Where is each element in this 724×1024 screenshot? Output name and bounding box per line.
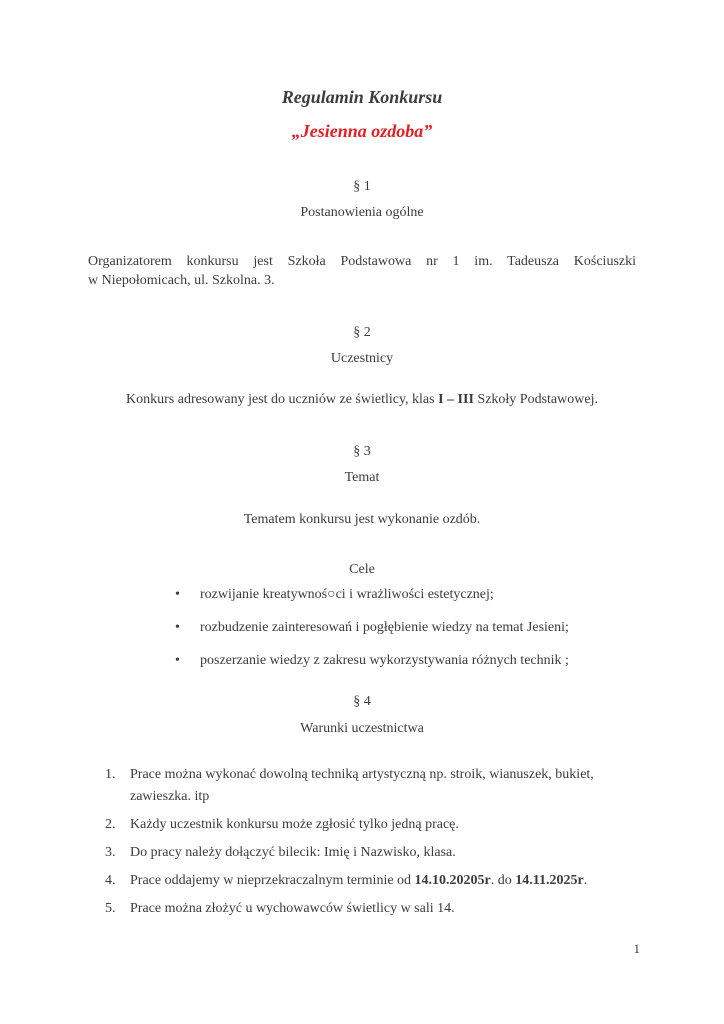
deadline-text: Prace oddajemy w nieprzekraczalnym terminie od bbox=[130, 873, 415, 888]
goal-item-text: poszerzanie wiedzy z zakresu wykorzystywania różnych technik ; bbox=[200, 653, 569, 668]
goal-item bbox=[88, 585, 636, 604]
section-2-body-text: Konkurs adresowany jest do uczniów ze świetlicy, klas bbox=[126, 392, 439, 407]
section-2-body-bold: I – III bbox=[438, 392, 474, 407]
list-item-number: 2. bbox=[105, 817, 116, 832]
list-item bbox=[88, 814, 636, 836]
bullet-icon: • bbox=[175, 653, 180, 668]
bullet-icon: • bbox=[175, 620, 180, 635]
list-item-number: 5. bbox=[105, 901, 116, 916]
list-item-number: 3. bbox=[105, 845, 116, 860]
section-1-heading: Postanowienia ogólne bbox=[300, 205, 424, 220]
bullet-icon: • bbox=[175, 587, 180, 602]
goal-item-text: rozwijanie kreatywnoś○ci i wrażliwości estetycznej; bbox=[200, 587, 494, 602]
goal-item-text: rozbudzenie zainteresowań i pogłębienie wiedzy na temat Jesieni; bbox=[200, 620, 569, 635]
page-number: 1 bbox=[633, 941, 640, 956]
section-2-body bbox=[88, 390, 636, 409]
list-item bbox=[88, 870, 636, 892]
goal-item bbox=[88, 618, 636, 637]
list-item-text: Prace można wykonać dowolną techniką artystyczną np. stroik, wianuszek, bukiet, bbox=[130, 767, 594, 782]
list-item-number: 4. bbox=[105, 873, 116, 888]
section-3-heading: Temat bbox=[344, 470, 380, 485]
section-1-body-line-1: Organizatorem konkursu jest Szkoła Podstawowa nr 1 im. Tadeusza Kościuszki bbox=[88, 254, 636, 269]
list-item bbox=[88, 842, 636, 864]
list-item bbox=[88, 898, 636, 920]
list-item-text: Każdy uczestnik konkursu może zgłosić tylko jedną pracę. bbox=[130, 817, 459, 832]
section-2-marker: § 2 bbox=[353, 325, 371, 340]
section-4-marker: § 4 bbox=[353, 694, 371, 709]
deadline-start-date: 14.10.20205r bbox=[414, 873, 491, 888]
deadline-end-date: 14.11.2025r bbox=[515, 873, 584, 888]
list-item bbox=[88, 764, 636, 808]
goals-list bbox=[88, 585, 636, 670]
conditions-list bbox=[88, 764, 636, 920]
section-4-heading: Warunki uczestnictwa bbox=[300, 721, 424, 736]
document-subtitle: „Jesienna ozdoba” bbox=[291, 121, 433, 141]
document-title: Regulamin Konkursu bbox=[281, 87, 443, 107]
list-item-text: Do pracy należy dołączyć bilecik: Imię i Nazwisko, klasa. bbox=[130, 845, 456, 860]
section-2-heading: Uczestnicy bbox=[330, 351, 394, 366]
section-3-body: Tematem konkursu jest wykonanie ozdób. bbox=[243, 512, 481, 527]
section-1-marker: § 1 bbox=[353, 179, 371, 194]
goals-heading: Cele bbox=[349, 562, 375, 577]
list-item-text bbox=[130, 873, 587, 888]
deadline-separator: . do bbox=[490, 873, 516, 888]
list-item-text: Prace można złożyć u wychowawców świetlicy w sali 14. bbox=[130, 901, 455, 916]
section-2-body-text-end: Szkoły Podstawowej. bbox=[473, 392, 598, 407]
list-item-text-continued: zawieszka. itp bbox=[130, 789, 210, 804]
goal-item bbox=[88, 651, 636, 670]
section-1-body bbox=[88, 252, 636, 290]
section-1-body-line-2: w Niepołomicach, ul. Szkolna. 3. bbox=[88, 273, 275, 288]
list-item-number: 1. bbox=[105, 767, 116, 782]
deadline-period: . bbox=[583, 873, 588, 888]
section-3-marker: § 3 bbox=[353, 444, 371, 459]
